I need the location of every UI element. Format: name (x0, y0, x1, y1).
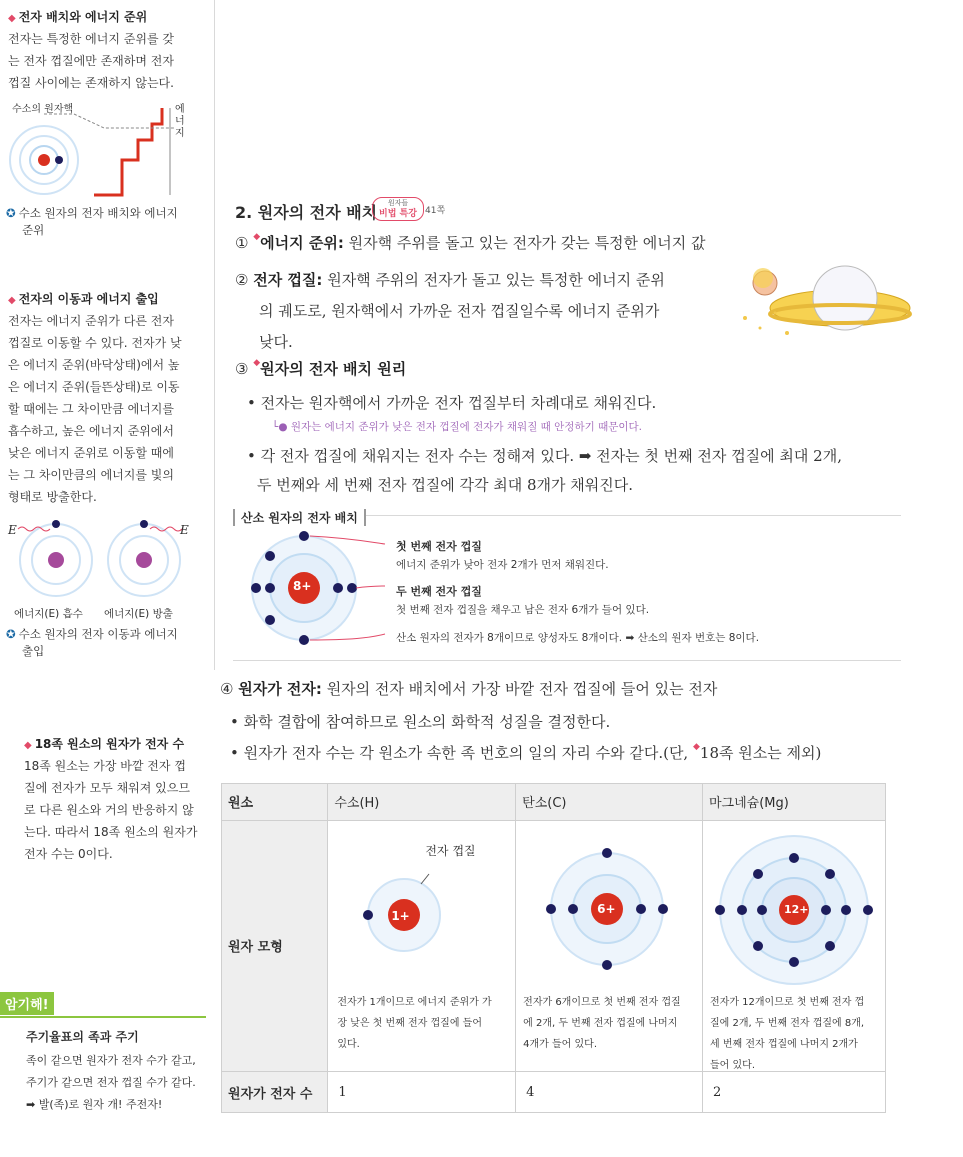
electron-transition-figure (4, 515, 194, 600)
row-valence-label: 원자가 전자 수 (222, 1072, 328, 1113)
carbon-nucleus-label: 6+ (597, 901, 616, 916)
fig-label-energy: 에 너 지 (175, 104, 185, 139)
sidebar-box2-title: ◆ 전자의 이동과 에너지 출입 (8, 292, 159, 306)
memo-title: 주기율표의 족과 주기 (26, 1030, 139, 1044)
item-energy-level: ① ◆에너지 준위: 원자핵 주위를 돌고 있는 전자가 갖는 특정한 에너지 값 (235, 232, 706, 252)
valence-magnesium: 2 (703, 1072, 886, 1113)
cell-hydrogen-model (328, 820, 516, 1072)
sidebar-box1-body: 전자는 특정한 에너지 준위를 갖 는 전자 껍질에만 존재하며 전자 껍질 사이에는 존재하지 않는다. (8, 32, 174, 90)
oxygen-shell2-title: 두 번째 전자 껍질 (396, 585, 482, 598)
diamond-icon: ◆ (24, 740, 32, 751)
bullet-group-number: • 원자가 전자 수는 각 원소가 속한 족 번호의 일의 자리 수와 같다.(단, ◆18족 원소는 제외) (230, 742, 822, 762)
sidebar-box2-caption: ✪ 수소 원자의 전자 이동과 에너지 출입 (6, 627, 178, 658)
caption-arrow-icon: ✪ (6, 627, 16, 641)
cell-carbon-model (516, 820, 703, 1072)
diamond-icon: ◆ (8, 295, 16, 306)
sidebar-box1-title: ◆ 전자 배치와 에너지 준위 (8, 10, 148, 24)
cell-magnesium-model (703, 820, 886, 1072)
bullet-fill-order: • 전자는 원자핵에서 가까운 전자 껍질부터 차례대로 채워진다. (247, 394, 657, 412)
emit-label: 에너지(E) 방출 (104, 608, 173, 620)
badge-page: 41쪽 (425, 206, 446, 216)
oxygen-proton-text: 산소 원자의 전자가 8개이므로 양성자도 8개이다. ➡ 산소의 원자 번호는 8이다. (396, 632, 760, 644)
hydrogen-nucleus-label: 1+ (391, 908, 410, 923)
item-valence-electrons: ④ 원자가 전자: 원자의 전자 배치에서 가장 바깥 전자 껍질에 들어 있는 전자 (220, 680, 718, 698)
item-electron-shell: ② 전자 껍질: 원자핵 주위의 전자가 돌고 있는 특정한 에너지 준위 의 궤도로, 원자핵에서 가까운 전자 껍질일수록 에너지 준위가 낮다. (235, 271, 665, 351)
magnesium-nucleus-label: 12+ (784, 902, 809, 916)
absorb-label: 에너지(E) 흡수 (14, 608, 83, 620)
fig-label-nucleus: 수소의 원자핵 (12, 104, 74, 115)
th-hydrogen: 수소(H) (328, 784, 516, 821)
sidebar-box3-title: ◆ 18족 원소의 원자가 전자 수 (24, 737, 185, 751)
sidebar-box2-body: 전자는 에너지 준위가 다른 전자 껍질로 이동할 수 있다. 전자가 낮 은 에너지 준위(바닥상태)에서 높 은 에너지 준위(들뜬상태)로 이동 할 때에는 그 차이만큼 에너지를 흡수하고, 높은 에너지 준위에서 낮은 에너지 준위로 이동할 때에 는 그 차이만큼의 에너지를 빛의 형태로 방출한다. (8, 314, 182, 504)
hydrogen-energy-figure (4, 100, 190, 200)
memo-divider (0, 1016, 206, 1018)
diamond-icon: ◆ (8, 13, 16, 24)
memo-tag: 암기해! (0, 992, 54, 1015)
oxygen-box-bottom-rule (233, 660, 901, 661)
magnesium-desc: 전자가 12개이므로 첫 번째 전자 껍 질에 2개, 두 번째 전자 껍질에 8개, 세 번째 전자 껍질에 나머지 2개가 들어 있다. (710, 996, 865, 1071)
sidebar-box3-body: 18족 원소는 가장 바깥 전자 껍 질에 전자가 모두 채워져 있으므 로 다른 원소와 거의 반응하지 않 는다. 따라서 18족 원소의 원자가 전자 수는 0이다. (24, 759, 198, 861)
carbon-desc: 전자가 6개이므로 첫 번째 전자 껍질 에 2개, 두 번째 전자 껍질에 나머지 4개가 들어 있다. (523, 996, 681, 1050)
oxygen-shell2-text: 첫 번째 전자 껍질을 채우고 남은 전자 6개가 들어 있다. (396, 604, 650, 616)
th-magnesium: 마그네슘(Mg) (703, 784, 886, 821)
shell-label: 전자 껍질 (425, 843, 476, 858)
energy-symbol-right: E (180, 523, 189, 537)
hydrogen-desc: 전자가 1개이므로 에너지 준위가 가 장 낮은 첫 번째 전자 껍질에 들어 있다. (337, 996, 492, 1050)
bullet-chemical-property: • 화학 결합에 참여하므로 원소의 화학적 성질을 결정한다. (230, 713, 611, 731)
valence-table (221, 783, 886, 1113)
oxygen-shell1-text: 에너지 준위가 낮아 전자 2개가 먼저 채워진다. (396, 559, 609, 571)
mascot-planet-icon (725, 258, 915, 348)
sidebar-box1-caption: ✪ 수소 원자의 전자 배치와 에너지 준위 (6, 206, 178, 237)
item-arrangement-principle: ③ ◆원자의 전자 배치 원리 (235, 358, 407, 378)
bullet-shell-capacity: • 각 전자 껍질에 채워지는 전자 수는 정해져 있다. ➡ 전자는 첫 번째 전자 껍질에 최대 2개, 두 번째와 세 번째 전자 껍질에 각각 최대 8개가 채워진다. (247, 447, 842, 494)
bullet-fill-order-note: └● 원자는 에너지 준위가 낮은 전자 껍질에 전자가 채워질 때 안정하기 때문이다. (272, 421, 642, 433)
oxygen-atom-diagram (250, 530, 390, 650)
th-element: 원소 (222, 784, 328, 821)
memo-body: 족이 같으면 원자가 전자 수가 같고, 주기가 같으면 전자 껍질 수가 같다. ➡ 발(족)로 원자 개! 주전자! (26, 1054, 196, 1111)
oxygen-nucleus-label: 8+ (293, 579, 312, 593)
section-title: 2. 원자의 전자 배치 (235, 203, 378, 222)
energy-symbol-left: E (8, 523, 17, 537)
sidebar (0, 0, 215, 670)
caption-arrow-icon: ✪ (6, 206, 16, 220)
valence-hydrogen: 1 (328, 1072, 516, 1113)
special-badge[interactable]: 원자들 비법 특강 (372, 197, 424, 221)
oxygen-box-title: 산소 원자의 전자 배치 (233, 509, 366, 526)
th-carbon: 탄소(C) (516, 784, 703, 821)
valence-carbon: 4 (516, 1072, 703, 1113)
memo-box (0, 992, 206, 1122)
row-atom-model-label: 원자 모형 (222, 820, 328, 1072)
oxygen-shell1-title: 첫 번째 전자 껍질 (396, 540, 482, 553)
